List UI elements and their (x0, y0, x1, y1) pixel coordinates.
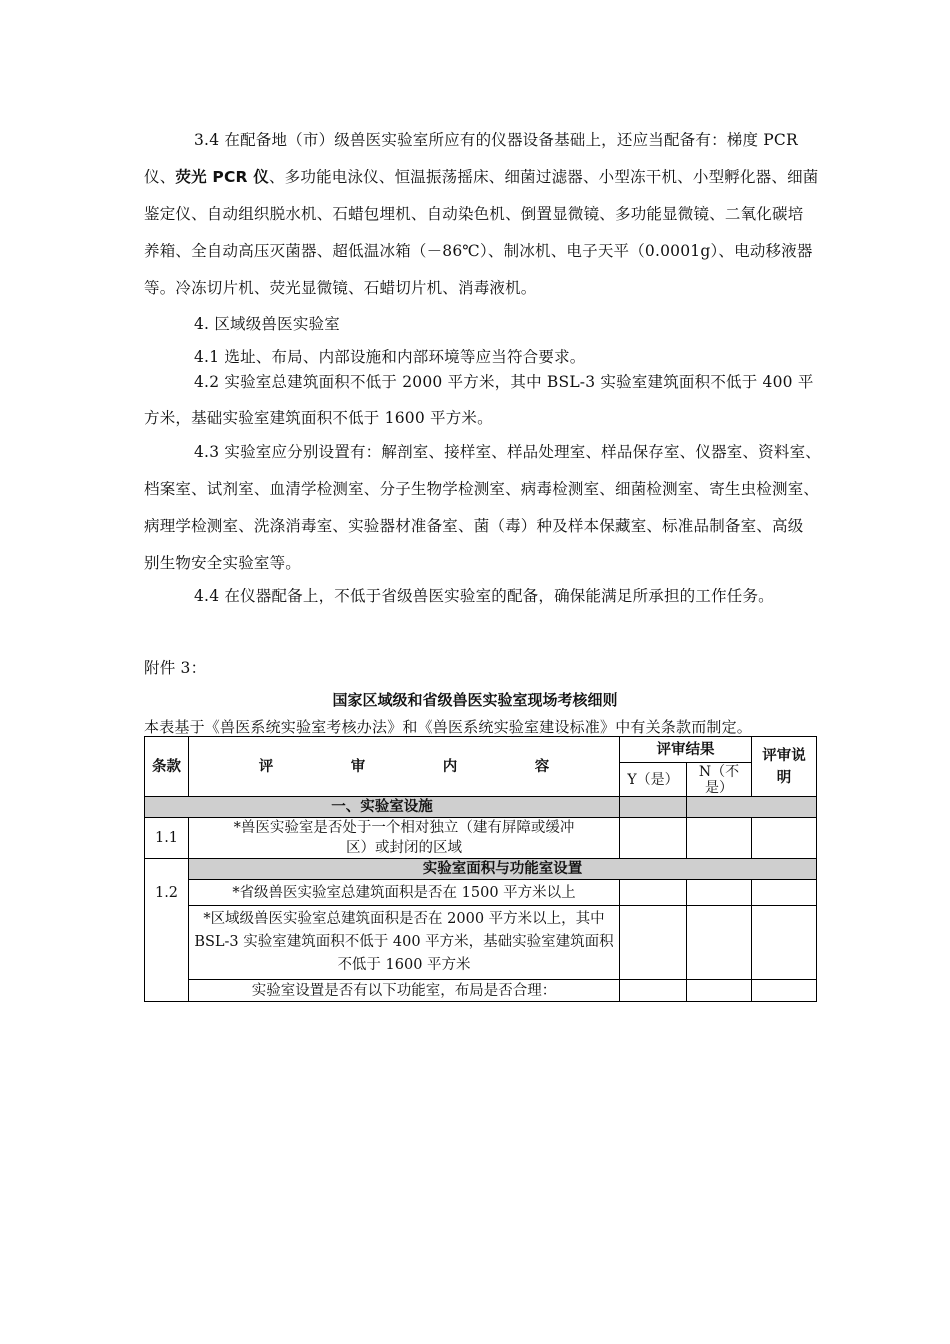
row-1-2-subheading: 实验室面积与功能室设置 (189, 859, 817, 880)
para-3-4-line-3: 鉴定仪、自动组织脱水机、石蜡包埋机、自动染色机、倒置显微镜、多功能显微镜、二氧化碳培 (144, 205, 804, 223)
header-result: 评审结果 (620, 737, 752, 763)
header-note: 评审说明 (752, 737, 817, 797)
row-1-2-a-content: *省级兽医实验室总建筑面积是否在 1500 平方米以上 (189, 880, 620, 906)
row-1-1-content: *兽医实验室是否处于一个相对独立（建有屏障或缓冲区）或封闭的区域 (189, 818, 620, 859)
para-3-4-line-4: 养箱、全自动高压灭菌器、超低温冰箱（－86℃）、制冰机、电子天平（0.0001g）、电动移液器 (144, 242, 813, 260)
row-1-2-b-content: *区域级兽医实验室总建筑面积是否在 2000 平方米以上，其中 BSL-3 实验室建筑面积不低于 400 平方米，基础实验室建筑面积不低于 1600 平方米 (189, 906, 620, 980)
para-3-4-line-5: 等。冷冻切片机、荧光显微镜、石蜡切片机、消毒液机。 (144, 279, 537, 297)
header-content-char-1: 评 (258, 758, 274, 775)
header-content-char-4: 容 (534, 758, 550, 775)
section-1-empty-2 (687, 797, 817, 818)
header-content-char-2: 审 (350, 758, 366, 775)
para-3-4-line-1: 3.4 在配备地（市）级兽医实验室所应有的仪器设备基础上，还应当配备有：梯度 PCR (194, 131, 798, 149)
row-1-1-note[interactable] (752, 818, 817, 859)
row-1-2-c-no[interactable] (687, 980, 752, 1002)
heading-4: 4. 区域级兽医实验室 (194, 315, 340, 333)
header-content (189, 737, 620, 797)
para-4-2-line-2: 方米，基础实验室建筑面积不低于 1600 平方米。 (144, 409, 493, 427)
para-4-3-line-2: 档案室、试剂室、血清学检测室、分子生物学检测室、病毒检测室、细菌检测室、寄生虫检测室、 (144, 480, 820, 498)
assessment-table (144, 736, 817, 1002)
row-1-2-clause: 1.2 (145, 859, 189, 1002)
row-1-2-a-note[interactable] (752, 880, 817, 906)
para-4-1: 4.1 选址、布局、内部设施和内部环境等应当符合要求。 (194, 348, 586, 366)
row-1-2-b-note[interactable] (752, 906, 817, 980)
row-1-1-clause: 1.1 (145, 818, 189, 859)
row-1-2-b-no[interactable] (687, 906, 752, 980)
row-1-2-a-no[interactable] (687, 880, 752, 906)
header-content-char-3: 内 (442, 758, 458, 775)
section-1-empty (620, 797, 687, 818)
row-1-2-c-yes[interactable] (620, 980, 687, 1002)
row-1-1-no[interactable] (687, 818, 752, 859)
row-1-2-c-content: 实验室设置是否有以下功能室，布局是否合理： (189, 980, 620, 1002)
row-1-2-b-yes[interactable] (620, 906, 687, 980)
header-clause: 条款 (145, 737, 189, 797)
header-no: N（不是） (687, 763, 752, 797)
para-4-4: 4.4 在仪器配备上，不低于省级兽医实验室的配备，确保能满足所承担的工作任务。 (194, 587, 774, 605)
section-1-heading: 一、实验室设施 (145, 797, 620, 818)
header-yes: Y（是） (620, 763, 687, 797)
row-1-2-c-note[interactable] (752, 980, 817, 1002)
para-4-3-line-4: 别生物安全实验室等。 (144, 554, 302, 572)
row-1-1-yes[interactable] (620, 818, 687, 859)
para-4-3-line-1: 4.3 实验室应分别设置有：解剖室、接样室、样品处理室、样品保存室、仪器室、资料室、 (194, 443, 821, 461)
para-4-2-line-1: 4.2 实验室总建筑面积不低于 2000 平方米，其中 BSL-3 实验室建筑面积不低于 400 平 (194, 373, 814, 391)
para-4-3-line-3: 病理学检测室、洗涤消毒室、实验器材准备室、菌（毒）种及样本保藏室、标准品制备室、高级 (144, 517, 804, 535)
fluorescent-pcr-label: 荧光 PCR 仪 (175, 168, 269, 186)
table-title: 国家区域级和省级兽医实验室现场考核细则 (332, 691, 618, 709)
attachment-label: 附件 3： (144, 659, 207, 677)
table-note: 本表基于《兽医系统实验室考核办法》和《兽医系统实验室建设标准》中有关条款而制定。 (144, 718, 753, 736)
para-3-4-line-2-rest: 、多功能电泳仪、恒温振荡摇床、细菌过滤器、小型冻干机、小型孵化器、细菌 (268, 168, 819, 186)
row-1-2-a-yes[interactable] (620, 880, 687, 906)
para-3-4-prefix: 仪、 (144, 168, 176, 186)
para-3-4-line-2 (144, 165, 819, 187)
